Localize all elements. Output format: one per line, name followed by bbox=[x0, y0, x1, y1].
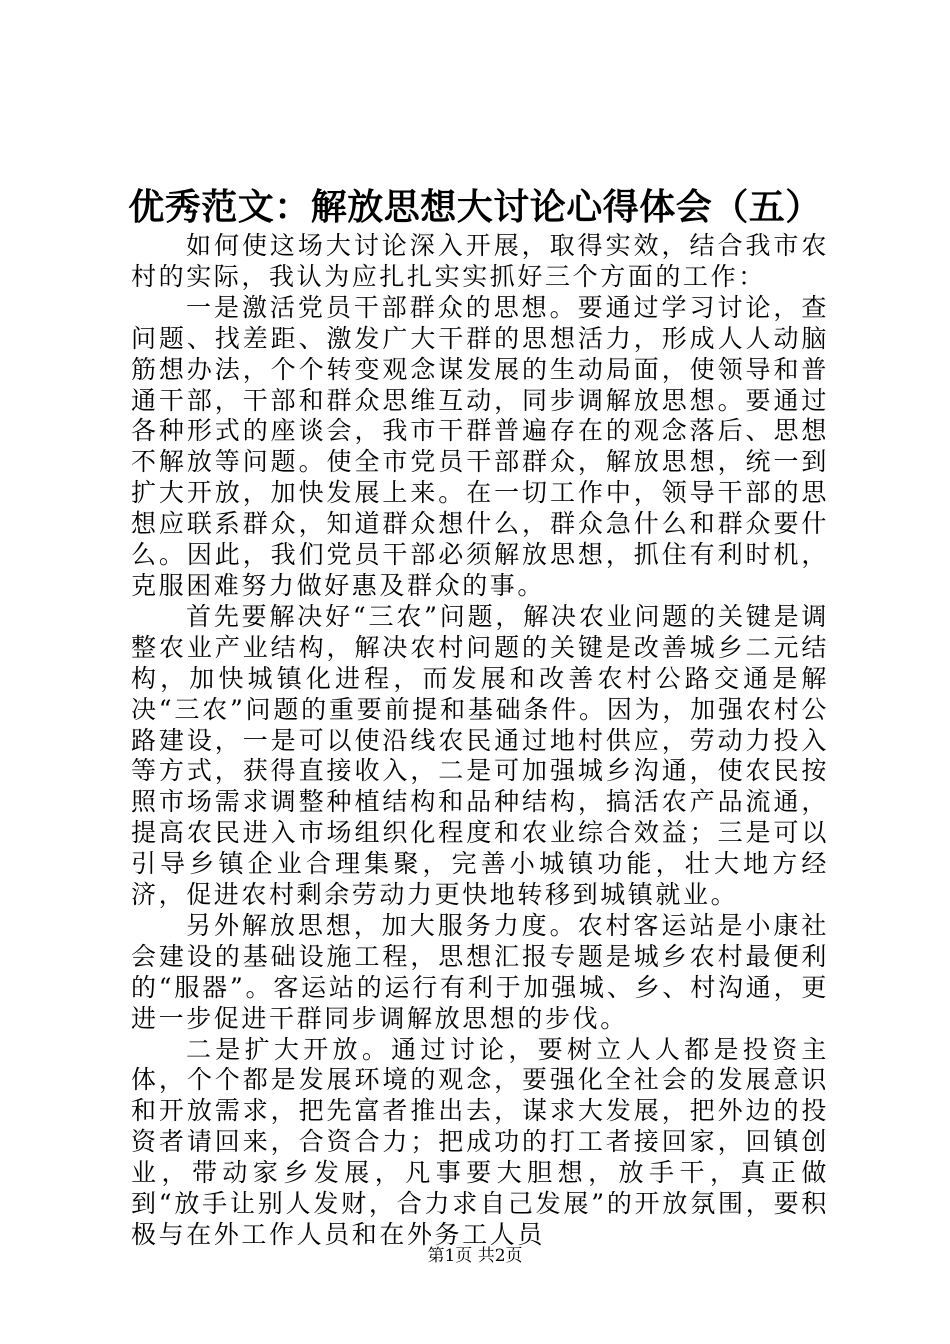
page-number-footer: 第1页 共2页 bbox=[427, 1246, 523, 1266]
document-body bbox=[131, 231, 829, 1251]
document-title: 优秀范文：解放思想大讨论心得体会（五） bbox=[128, 186, 822, 228]
body-paragraph: 另外解放思想，加大服务力度。农村客运站是小康社会建设的基础设施工程，思想汇报专题是城乡农村最便利的“服器”。客运站的运行有利于加强城、乡、村沟通，更进一步促进干群同步调解放思想的步伐。 bbox=[131, 910, 829, 1033]
body-paragraph: 一是激活党员干部群众的思想。要通过学习讨论，查问题、找差距、激发广大干群的思想活力，形成人人动脑筋想办法，个个转变观念谋发展的生动局面，使领导和普通干部，干部和群众思维互动，同步调解放思想。要通过各种形式的座谈会，我市干群普遍存在的观念落后、思想不解放等问题。使全市党员干部群众，解放思想，统一到扩大开放，加快发展上来。在一切工作中，领导干部的思想应联系群众，知道群众想什么，群众急什么和群众要什么。因此，我们党员干部必须解放思想，抓住有利时机，克服困难努力做好惠及群众的事。 bbox=[131, 292, 829, 600]
body-paragraph: 如何使这场大讨论深入开展，取得实效，结合我市农村的实际，我认为应扎扎实实抓好三个方面的工作： bbox=[131, 231, 829, 291]
body-paragraph: 二是扩大开放。通过讨论，要树立人人都是投资主体，个个都是发展环境的观念，要强化全社会的发展意识和开放需求，把先富者推出去，谋求大发展，把外边的投资者请回来，合资合力；把成功的打工者接回家，回镇创业，带动家乡发展，凡事要大胆想，放手干，真正做到“放手让别人发财，合力求自己发展”的开放氛围，要积极与在外工作人员和在外务工人员 bbox=[131, 1034, 829, 1249]
body-paragraph: 首先要解决好“三农”问题，解决农业问题的关键是调整农业产业结构，解决农村问题的关键是改善城乡二元结构，加快城镇化进程，而发展和改善农村公路交通是解决“三农”问题的重要前提和基础条件。因为，加强农村公路建设，一是可以使沿线农民通过地村供应，劳动力投入等方式，获得直接收入，二是可加强城乡沟通，使农民按照市场需求调整种植结构和品种结构，搞活农产品流通，提高农民进入市场组织化程度和农业综合效益；三是可以引导乡镇企业合理集聚，完善小城镇功能，壮大地方经济，促进农村剩余劳动力更快地转移到城镇就业。 bbox=[131, 601, 829, 910]
